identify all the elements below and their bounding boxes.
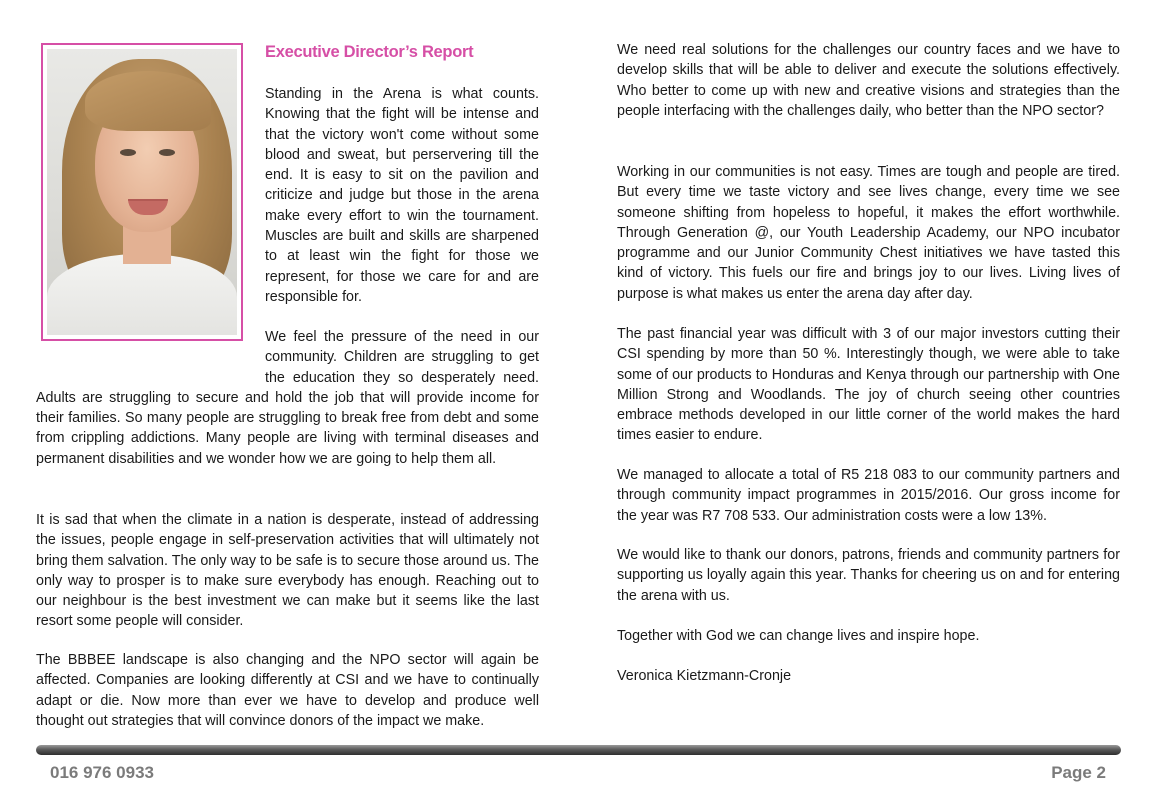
left-paragraph-4: The BBBEE landscape is also changing and the NPO sector will again be affected. Companies are looking differently at CSI and we have to continually adapt or die. Now more than ever we have to develop and produce well thought out strategies that will convince donors of the impact we make. [36,652,539,729]
left-paragraph-2 [36,327,539,469]
right-paragraph-2: Working in our communities is not easy. Times are tough and people are tired. But every time we taste victory and see lives change, every time we see someone shifting from hopeless to hopeful, it makes the effort worthwhile. Through Generation @, our Youth Leadership Academy, our NPO incubator programme and our Junior Community Chest initiatives we have tasted this kind of victory. This fuels our fire and brings joy to our lives. Living lives of purpose is what makes us enter the arena day after day. [617,164,1120,302]
left-paragraph-1: Standing in the Arena is what counts. Knowing that the fight will be intense and that the victory won't come without some blood and sweat, but perservering till the end. It is easy to sit on the pavilion and criticize and judge but those in the arena make every effort to win the tournament. Muscles are built and skills are sharpened to at least win the fight for those we represent, for those we care for and are responsible for. [265,86,539,305]
director-photo-frame [41,43,243,341]
portrait-fringe [85,71,211,131]
portrait-eye-right [159,149,175,156]
portrait-shoulders [47,254,237,335]
right-paragraph-3: The past financial year was difficult with 3 of our major investors cutting their CSI spending by more than 50 %. Interestingly though, we were able to take some of our products to Honduras and Kenya through our partnership with One Million Strong and Woodlands. The joy of church seeing other countries embrace methods developed in our little corner of the world makes the hard times easier to endure. [617,326,1120,444]
left-paragraph-2-wrapped: We feel the pressure of the need in our community. Children are struggling to get the education they so desperately [265,329,539,386]
director-portrait-photo [47,49,237,335]
right-paragraph-5: We would like to thank our donors, patrons, friends and community partners for supporting us loyally again this year. Thanks for cheering us on and for entering the arena with us. [617,547,1120,604]
footer-divider-bar [36,745,1121,755]
right-paragraph-1: We need real solutions for the challenges our country faces and we have to develop skills that will be able to deliver and execute the solutions effectively. Who better to come up with new and creative visions and strategies than the people interfacing with the challenges daily, who better than the NPO sector? [617,42,1120,119]
right-paragraph-4: We managed to allocate a total of R5 218 083 to our community partners and through community impact programmes in 2015/2016. Our gross income for the year was R7 708 533. Our administration costs were a low 13%. [617,467,1120,524]
footer-phone-number: 016 976 0933 [50,763,154,782]
signature: Veronica Kietzmann-Cronje [617,668,792,684]
right-paragraph-6: Together with God we can change lives and inspire hope. [617,628,980,644]
report-heading: Executive Director’s Report [265,43,474,61]
footer-page-number: Page 2 [1051,763,1106,782]
photo-wrap-spacer [36,327,265,387]
portrait-eye-left [120,149,136,156]
left-paragraph-3: It is sad that when the climate in a nation is desperate, instead of addressing the issues, people engage in self-preservation activities that will ultimately not bring them salvation. The only way to be safe is to secure those around us. The only way to prosper is to make sure everybody has enough. Reaching out to our neighbour is the best investment we can make but it seems like the last resort some people will consider. [36,512,539,630]
left-paragraph-2-rest: need. Adults are struggling to secure and hold the job that will provide income for their families. So many people are struggling to break free from debt and some from crippling addictions. Many people are living with terminal diseases and permanent disabilities and we wonder how we are going to help them all. [36,369,539,467]
